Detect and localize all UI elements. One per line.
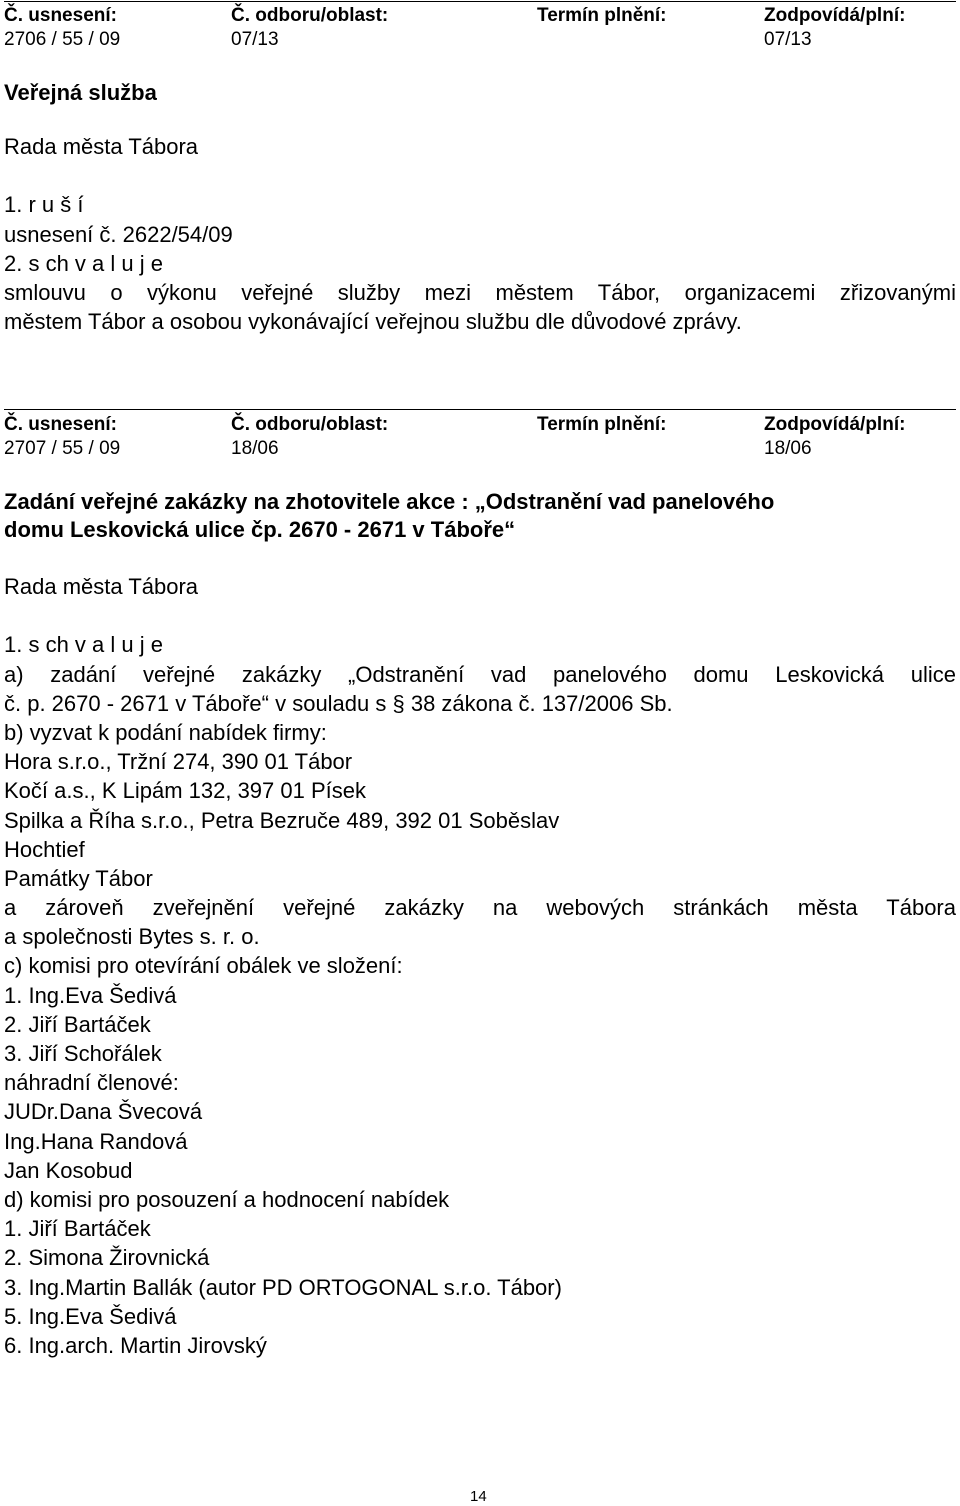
body-line: 3. Jiří Schořálek xyxy=(4,1041,162,1066)
department-area: Č. odboru/oblast: 18/06 xyxy=(231,414,389,459)
body-line: c) komisi pro otevírání obálek ve složení: xyxy=(4,953,403,979)
resolution-body xyxy=(4,132,956,336)
body-line: náhradní členové: xyxy=(4,1070,179,1096)
resolution-title: Zadání veřejné zakázky na zhotovitele akce : „Odstranění vad panelového domu Leskovická ulice čp. 2670 - 2671 v Táboře“ xyxy=(4,489,775,542)
body-line: 1. Jiří Bartáček xyxy=(4,1216,151,1242)
body-line: Rada města Tábora xyxy=(4,574,199,599)
body-line: městem Tábor a osobou vykonávající veřejnou službu dle důvodové zprávy. xyxy=(4,309,742,335)
body-line: 1. Ing.Eva Šedivá xyxy=(4,982,177,1008)
resolution-body xyxy=(4,572,956,1360)
body-line: d) komisi pro posouzení a hodnocení nabídek xyxy=(4,1186,450,1212)
body-line: 3. Ing.Martin Ballák (autor PD ORTOGONAL s.r.o. Tábor) xyxy=(4,1274,562,1300)
body-line: Kočí a.s., K Lipám 132, 397 01 Písek xyxy=(4,778,366,804)
body-line: b) vyzvat k podání nabídek firmy: xyxy=(4,719,327,745)
body-line: a společnosti Bytes s. r. o. xyxy=(4,924,260,950)
page-number: 14 xyxy=(470,1488,487,1505)
resolution-number: Č. usnesení: 2707 / 55 / 09 xyxy=(4,414,121,459)
body-line: 1. s ch v a l u j e xyxy=(4,632,163,658)
deadline: Termín plnění: xyxy=(537,414,667,435)
body-line: Ing.Hana Randová xyxy=(4,1128,188,1154)
body-line: 1. r u š í xyxy=(4,192,84,218)
responsible: Zodpovídá/plní: 18/06 xyxy=(764,414,906,459)
body-line: a) zadání veřejné zakázky „Odstranění vad panelového domu Leskovická ulice xyxy=(4,661,956,687)
body-line xyxy=(4,161,956,190)
body-line: a zároveň zveřejnění veřejné zakázky na webových stránkách města Tábora xyxy=(4,895,956,921)
deadline: Termín plnění: xyxy=(537,5,667,26)
resolution-title: Veřejná služba xyxy=(4,80,157,105)
body-line: č. p. 2670 - 2671 v Táboře“ v souladu s § 38 zákona č. 137/2006 Sb. xyxy=(4,690,673,716)
record-separator xyxy=(4,409,956,410)
body-line: Hora s.r.o., Tržní 274, 390 01 Tábor xyxy=(4,749,353,775)
record-separator xyxy=(4,1,956,2)
body-line: 2. s ch v a l u j e xyxy=(4,250,163,276)
department-area: Č. odboru/oblast: 07/13 xyxy=(231,5,389,50)
body-line xyxy=(4,601,956,630)
body-line: Spilka a Říha s.r.o., Petra Bezruče 489, 392 01 Soběslav xyxy=(4,807,560,833)
body-line: JUDr.Dana Švecová xyxy=(4,1099,203,1125)
body-line: smlouvu o výkonu veřejné služby mezi městem Tábor, organizacemi zřizovanými xyxy=(4,279,956,305)
responsible: Zodpovídá/plní: 07/13 xyxy=(764,5,906,50)
body-line: Rada města Tábora xyxy=(4,134,199,159)
body-line: 5. Ing.Eva Šedivá xyxy=(4,1303,177,1329)
resolution-number: Č. usnesení: 2706 / 55 / 09 xyxy=(4,5,121,50)
body-line: 6. Ing.arch. Martin Jirovský xyxy=(4,1332,267,1358)
body-line: 2. Simona Žirovnická xyxy=(4,1245,210,1271)
body-line: usnesení č. 2622/54/09 xyxy=(4,221,233,247)
body-line: Památky Tábor xyxy=(4,865,153,891)
body-line: 2. Jiří Bartáček xyxy=(4,1011,151,1037)
body-line: Jan Kosobud xyxy=(4,1157,133,1183)
body-line: Hochtief xyxy=(4,836,85,862)
